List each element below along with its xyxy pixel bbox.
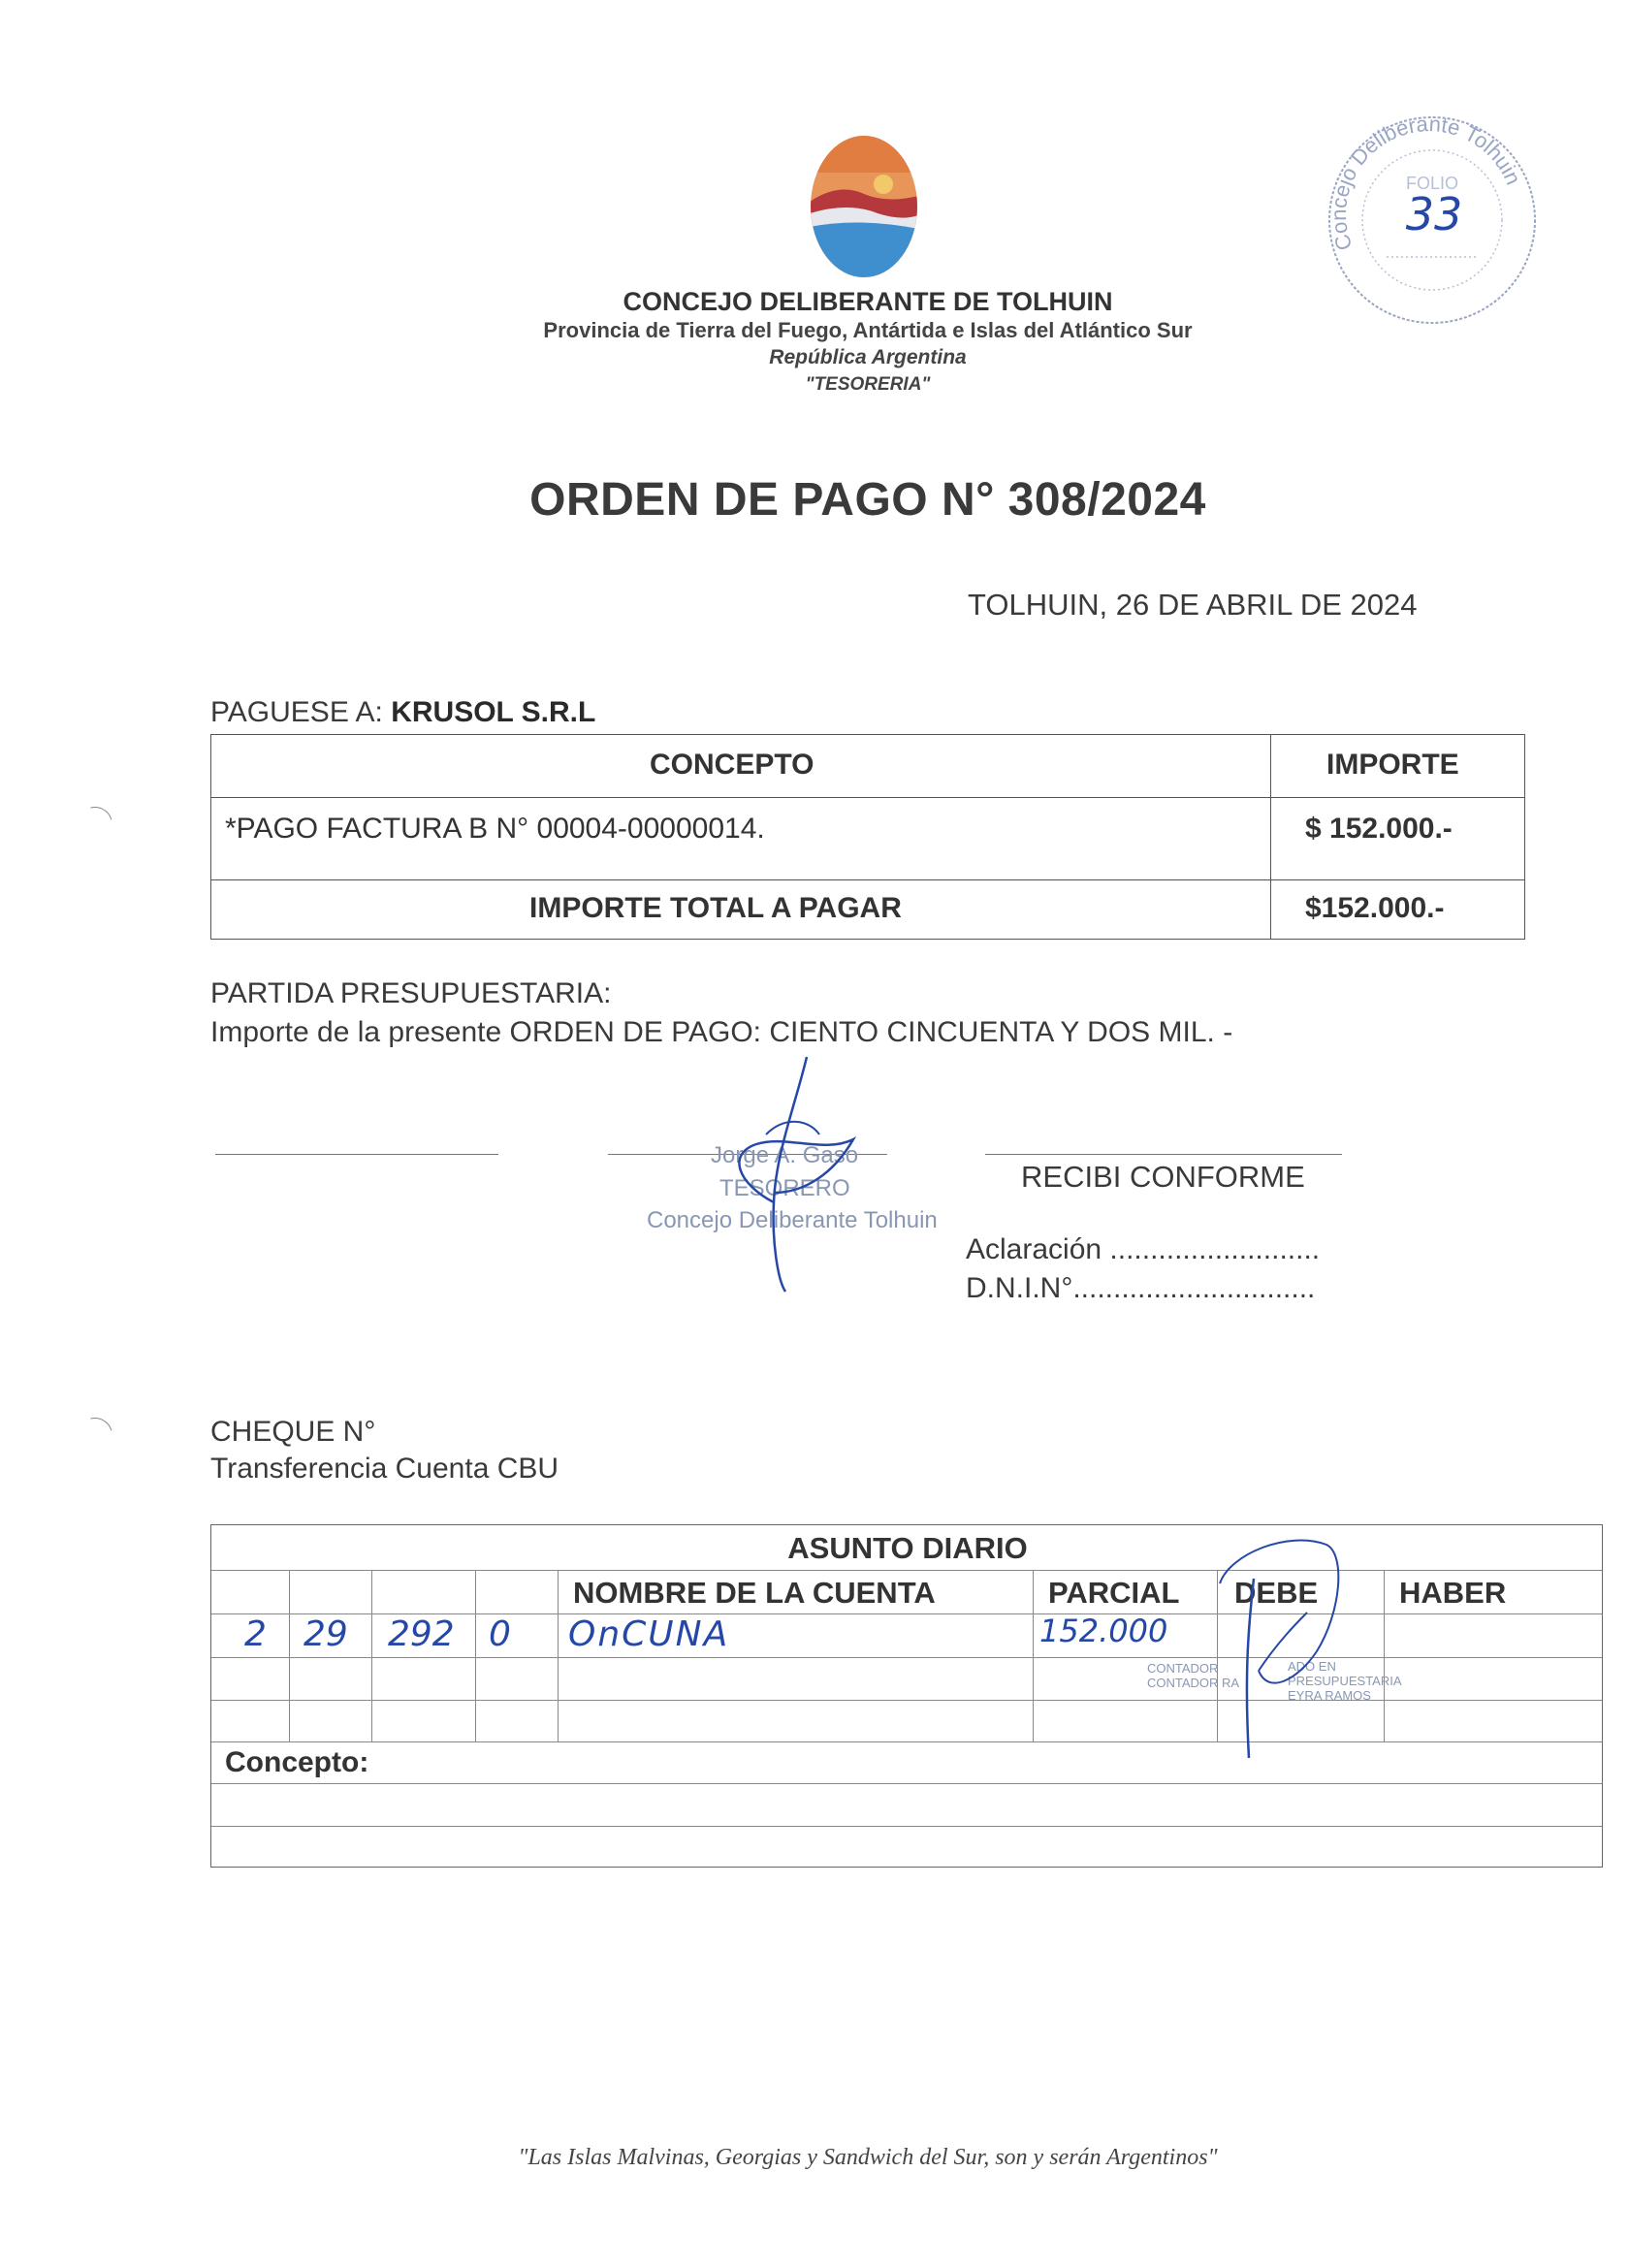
ledger-header-credit: HABER (1399, 1576, 1507, 1610)
payee-label: PAGUESE A: (210, 696, 383, 728)
margin-mark (71, 800, 118, 847)
total-label: IMPORTE TOTAL A PAGAR (529, 892, 902, 924)
payee (210, 696, 595, 729)
ledger-header-partial: PARCIAL (1048, 1576, 1180, 1610)
signature-line-left (215, 1154, 498, 1155)
accounting-stamp: CONTADOR CONTADOR RA (1147, 1661, 1240, 1690)
ledger-account-handwritten: OnCUNA (568, 1614, 730, 1654)
folio-stamp (1314, 102, 1551, 339)
stamp-ring-text: Concejo Deliberante Tolhuin (1326, 112, 1526, 254)
cheque-number-label: CHEQUE N° (210, 1416, 376, 1448)
partida-label: PARTIDA PRESUPUESTARIA: (210, 977, 612, 1009)
org-department: "TESORERIA" (805, 374, 931, 395)
signature-line-receipt (985, 1154, 1342, 1155)
ledger-concept-label: Concepto: (225, 1746, 369, 1778)
ledger-code-2: 29 (303, 1614, 348, 1654)
ledger-partial-handwritten: 152.000 (1039, 1613, 1168, 1649)
council-logo (810, 134, 918, 279)
stamp-folio-number: 33 (1405, 188, 1463, 240)
document-title: ORDEN DE PAGO N° 308/2024 (529, 474, 1206, 526)
concept-row-text: *PAGO FACTURA B N° 00004-00000014. (225, 813, 765, 845)
ledger-header-debit: DEBE (1234, 1576, 1319, 1610)
treasurer-stamp-role: TESORERO (719, 1175, 850, 1201)
concept-header: CONCEPTO (650, 749, 814, 781)
aclaracion-field: Aclaración .......................... (966, 1233, 1321, 1265)
ledger-code-1: 2 (244, 1614, 267, 1654)
total-amount: $152.000.- (1305, 892, 1445, 924)
ledger-title: ASUNTO DIARIO (787, 1531, 1028, 1565)
payee-name: KRUSOL S.R.L (391, 696, 596, 728)
ledger-header-account: NOMBRE DE LA CUENTA (573, 1576, 936, 1610)
footer-motto: "Las Islas Malvinas, Georgias y Sandwich del Sur, son y serán Argentinos" (518, 2145, 1218, 2170)
margin-mark (71, 1411, 118, 1458)
treasurer-stamp-org: Concejo Deliberante Tolhuin (647, 1207, 938, 1233)
org-name: CONCEJO DELIBERANTE DE TOLHUIN (623, 287, 1113, 316)
concept-row-amount: $ 152.000.- (1305, 813, 1453, 845)
budget-stamp: ADO EN PRESUPUESTARIA EYRA RAMOS (1288, 1659, 1402, 1703)
stamp-folio-label: FOLIO (1405, 174, 1459, 193)
treasurer-stamp-name: Jorge A. Gaso (711, 1142, 859, 1168)
dni-field: D.N.I.N°.............................. (966, 1272, 1316, 1304)
receipt-label: RECIBI CONFORME (1021, 1160, 1305, 1194)
ledger-signature (1200, 1525, 1394, 1768)
org-country: República Argentina (769, 346, 967, 368)
treasurer-signature (718, 1047, 863, 1299)
concept-table (210, 734, 1525, 940)
document-date: TOLHUIN, 26 DE ABRIL DE 2024 (968, 588, 1418, 622)
org-province: Provincia de Tierra del Fuego, Antártida e Islas del Atlántico Sur (543, 318, 1193, 342)
ledger-code-3: 292 (388, 1614, 455, 1654)
ledger-table (210, 1524, 1603, 1868)
ledger-code-4: 0 (489, 1614, 511, 1654)
amount-in-words: Importe de la presente ORDEN DE PAGO: CIENTO CINCUENTA Y DOS MIL. - (210, 1016, 1233, 1048)
transfer-label: Transferencia Cuenta CBU (210, 1453, 559, 1485)
amount-header: IMPORTE (1326, 749, 1459, 781)
